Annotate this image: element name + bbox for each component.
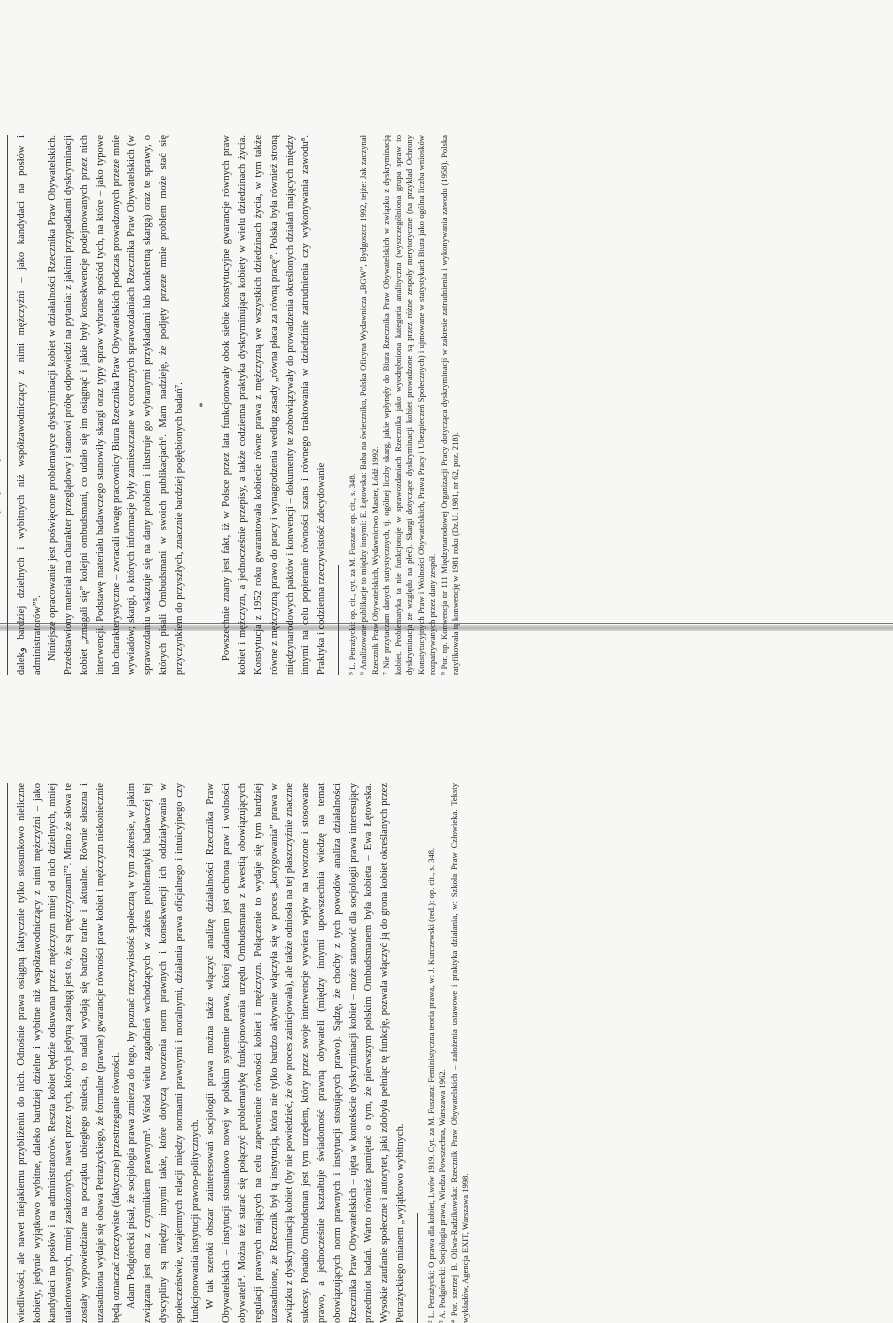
page-105 (0, 135, 718, 675)
footnote: ⁶ Analizowane publikacje to między innymi: E. Łętowska: Baba na świeczniku, Polska Oficyna Wydawnicza „BGW”, Bydgoszcz 1992, tejże: Jak zaczynał Rzecznik Praw Obywatelskich, Wydawnictwo Master, Łódź 1992. (358, 135, 380, 675)
footnote: ⁵ L. Petrażycki: op. cit., cyt. za M. Fuszara: op. cit., s. 348. (346, 473, 357, 675)
page-number (0, 1306, 4, 1323)
paragraph: Powszechnie znany jest fakt, iż w Polsce przez lata funkcjonowały obok siebie konstytucyjne gwarancje równych praw kobiet i mężczyzn, a jednocześnie przepisy, a także codzienna praktyka dyskryminująca kobiety w wielu dziedzinach życia. Konstytucja z 1952 roku gwarantowała kobiecie równe prawa z mężczyzną we wszystkich dziedzinach życia, w tym także równe z mężczyzną prawo do pracy i wynagrodzenia według zasady „równa płaca za równą pracę”. Polska była również stroną międzynarodowych paktów i konwencji – dokumenty te zobowiązywały do prowadzenia określonych działań mających między innymi na celu popieranie równości szans i równego traktowania w dziedzinie zatrudnienia czy wykonywania zawodu⁸. Praktyka i codzienna rzeczywistość zdecydowanie (221, 135, 328, 675)
paragraph: dalekو bardziej dzielnych i wybitnych niż współzawodniczący z nimi mężczyźni – jako kandydaci na posłów i administratorów”⁵. (15, 135, 43, 675)
footnote: ³ A. Podgórecki: Socjologia prawa, Wiedza Powszechna, Warszawa 1962. (437, 1069, 448, 1323)
footnote: ⁸ Por. np. Konwencja nr 111 Międzynarodowej Organizacji Pracy dotycząca dyskryminacji w zakresie zatrudnienia i wykonywania zawodu (1958). Polska ratyfikowała tę konwencję w 1981 roku (Dz.U. 1981, nr 62, poz. 218). (438, 135, 461, 675)
footnote: ⁷ Nie przytaczam danych statystycznych, tj. ogólnej liczby skarg, jakie wpłynęły do Biura Rzecznika Praw Obywatelskich w związku z dyskryminacją kobiet. Problematyka ta nie funkcjonuje w sprawozdaniach Rzecznika jako wyodrębniona kategoria analityczna (wyszczególniona grupa spraw to dyskryminacja ze względu na płeć). Skargi dotyczące dyskryminacji kobiet prowadzone są przez różne zespoły merytoryczne (na przykład Ochrony Konstytucyjnych Praw i Wolności Obywatelskich, Prawa Pracy i Ubezpieczeń Społecznych) i ujmowane w statystykach Biura jako ogólna liczba wniosków rozpatrywanych przez dany zespół. (381, 135, 438, 675)
footnote: ⁴ Por. szerzej B. Oliwa-Radzikowska: Rzecznik Praw Obywatelskich – założenia ustawowe i praktyka działania, w: Szkoła Praw Człowieka. Teksty wykładów, Agencja EXIT, Warszawa 1998. (448, 783, 471, 1323)
running-head (0, 135, 8, 675)
page-body (14, 783, 409, 1323)
paragraph: Adam Podgórecki pisał, że socjologia prawa zmierza do tego, by poznać rzeczywistość społeczną w tym zakresie, w jakim związana jest ona z czynnikiem prawnym³. Wśród wielu zagadnień wchodzących w zakres problematyki badawczej tej dyscypliny są między innymi takie, które dotyczą tworzenia norm prawnych i konsekwencji ich oddziaływania w społeczeństwie, wzajemnych relacji między normami prawnymi i moralnymi, działania prawa oficjalnego i intuicyjnego czy funkcjonowania instytucji prawno-politycznych. (126, 783, 201, 1323)
paragraph: Niniejsze opracowanie jest poświęcone problematyce dyskryminacji kobiet w działalności Rzecznika Praw Obywatelskich. Przedstawiony materiał ma charakter przeglądowy i stanowi próbę odpowiedzi na pytania: z jakimi przypadkami dyskryminacji kobiet „zmagali się” kolejni ombudsmani, co udało się im osiągnąć i jakie były konsekwencje podejmowanych przez nich interwencji. Podstawę materiału badawczego stanowiły skargi oraz typy spraw wybrane spośród tych, na które – jako typowe lub charakterystyczne – zwracali uwagę pracownicy Biura Rzecznika Praw Obywatelskich podczas prowadzonych przeze mnie wywiadów; skargi, o których informacje były zamieszczane w corocznych sprawozdaniach Rzecznika Praw Obywatelskich (w sprawozdaniu wskazuje się na dany problem i ilustruje go wybranymi przykładami lub konkretną skargą) oraz te sprawy, o których pisali Ombudsmani w swoich publikacjach⁶. Mam nadzieję, że podjęty przeze mnie problem może stać się przyczynkiem do przyszłych, znacznie bardziej pogłębionych badań⁷. (47, 135, 185, 675)
paragraph: W tak szeroki obszar zainteresowań socjologii prawa można także włączyć analizę działalności Rzecznika Praw Obywatelskich – instytucji stosunkowo nowej w polskim systemie prawa, której zadaniem jest ochrona praw i wolności obywateli⁴. Można też starać się połączyć problematykę funkcjonowania urzędu Ombudsmana z kwestią obowiązujących regulacji prawnych mających na celu zapewnienie równości kobiet i mężczyzn. Połączenie to wydaje się tym bardziej uzasadnione, że Rzecznik był tą instytucją, która nie tylko bardzo aktywnie włączyła się w proces „korygowania” prawa w związku z dyskryminacją kobiet (by nie powiedzieć, że ów proces zainicjowała), ale także odniosła na tej płaszczyźnie znaczne sukcesy. Ponadto Ombudsman jest tym urzędem, który przez swoje interwencje wywiera wpływ na tworzone i stosowane prawo, a jednocześnie kształtuje świadomość prawną obywateli (między innymi upowszechnia wiedzę na temat obowiązujących norm prawnych i instytucji stosujących prawo). Sądzę, że choćby z tych powodów analiza działalności Rzecznika Praw Obywatelskich – ujęta w kontekście dyskryminacji kobiet – może stanowić dla socjologii prawa interesujący przedmiot badań. Warto również pamiętać o tym, że pierwszym polskim Ombudsmanem była kobieta – Ewa Łętowska. Wysokie zaufanie społeczne i autorytet, jaki zdobyła pełniąc tę funkcję, pozwala włączyć ją do grona kobiet określanych przez Petrażyckiego mianem „wyjątkowo wybitnych. (205, 783, 406, 1323)
section-separator: * (197, 402, 209, 408)
footnote: ² L. Petrażycki: O prawa dla kobiet, Lwów 1919. Cyt. za M. Fuszara: Feministyczna teoria prawa, w: J. Kurczewski (red.): op. cit., s. 348. (425, 847, 436, 1323)
page-104 (0, 783, 718, 1323)
running-head (0, 783, 8, 1323)
footnotes (347, 135, 462, 675)
page-number (0, 135, 4, 152)
paragraph: wiedliwości, ale nawet niejakiemu przybliżeniu do nich. Odnośnie prawa osiągną faktycznie tylko stosunkowo nieliczne kobiety, jedynie wyjątkowo wybitne, daleko bardziej dzielne i wybitne niż współzawodniczący z nimi mężczyźni – jako kandydaci na posłów i na administratorów. Reszta kobiet będzie odsuwana przez mężczyzn mniej od nich dzielnych, mniej utalentowanych, mniej zasłużonych, nawet przez tych, których jedyną zasługą jest to, że są mężczyznami”². Mimo że słowa te zostały wypowiedziane na początku ubiegłego stulecia, to nadal wydają się bardzo trafne i aktualne. Równie słuszna i uzasadniona wydaje się obawa Petrażyckiego, że formalne (prawne) gwarancje równości praw kobiet i mężczyzn niekoniecznie będą oznaczać rzeczywiste (faktyczne) przestrzeganie równości. (15, 783, 122, 1323)
footnote-rule (417, 1213, 418, 1323)
footnote-rule (338, 565, 339, 675)
running-head-title (0, 783, 4, 1306)
running-head-title (0, 152, 4, 675)
footnotes (426, 783, 472, 1323)
page-body (14, 135, 330, 675)
